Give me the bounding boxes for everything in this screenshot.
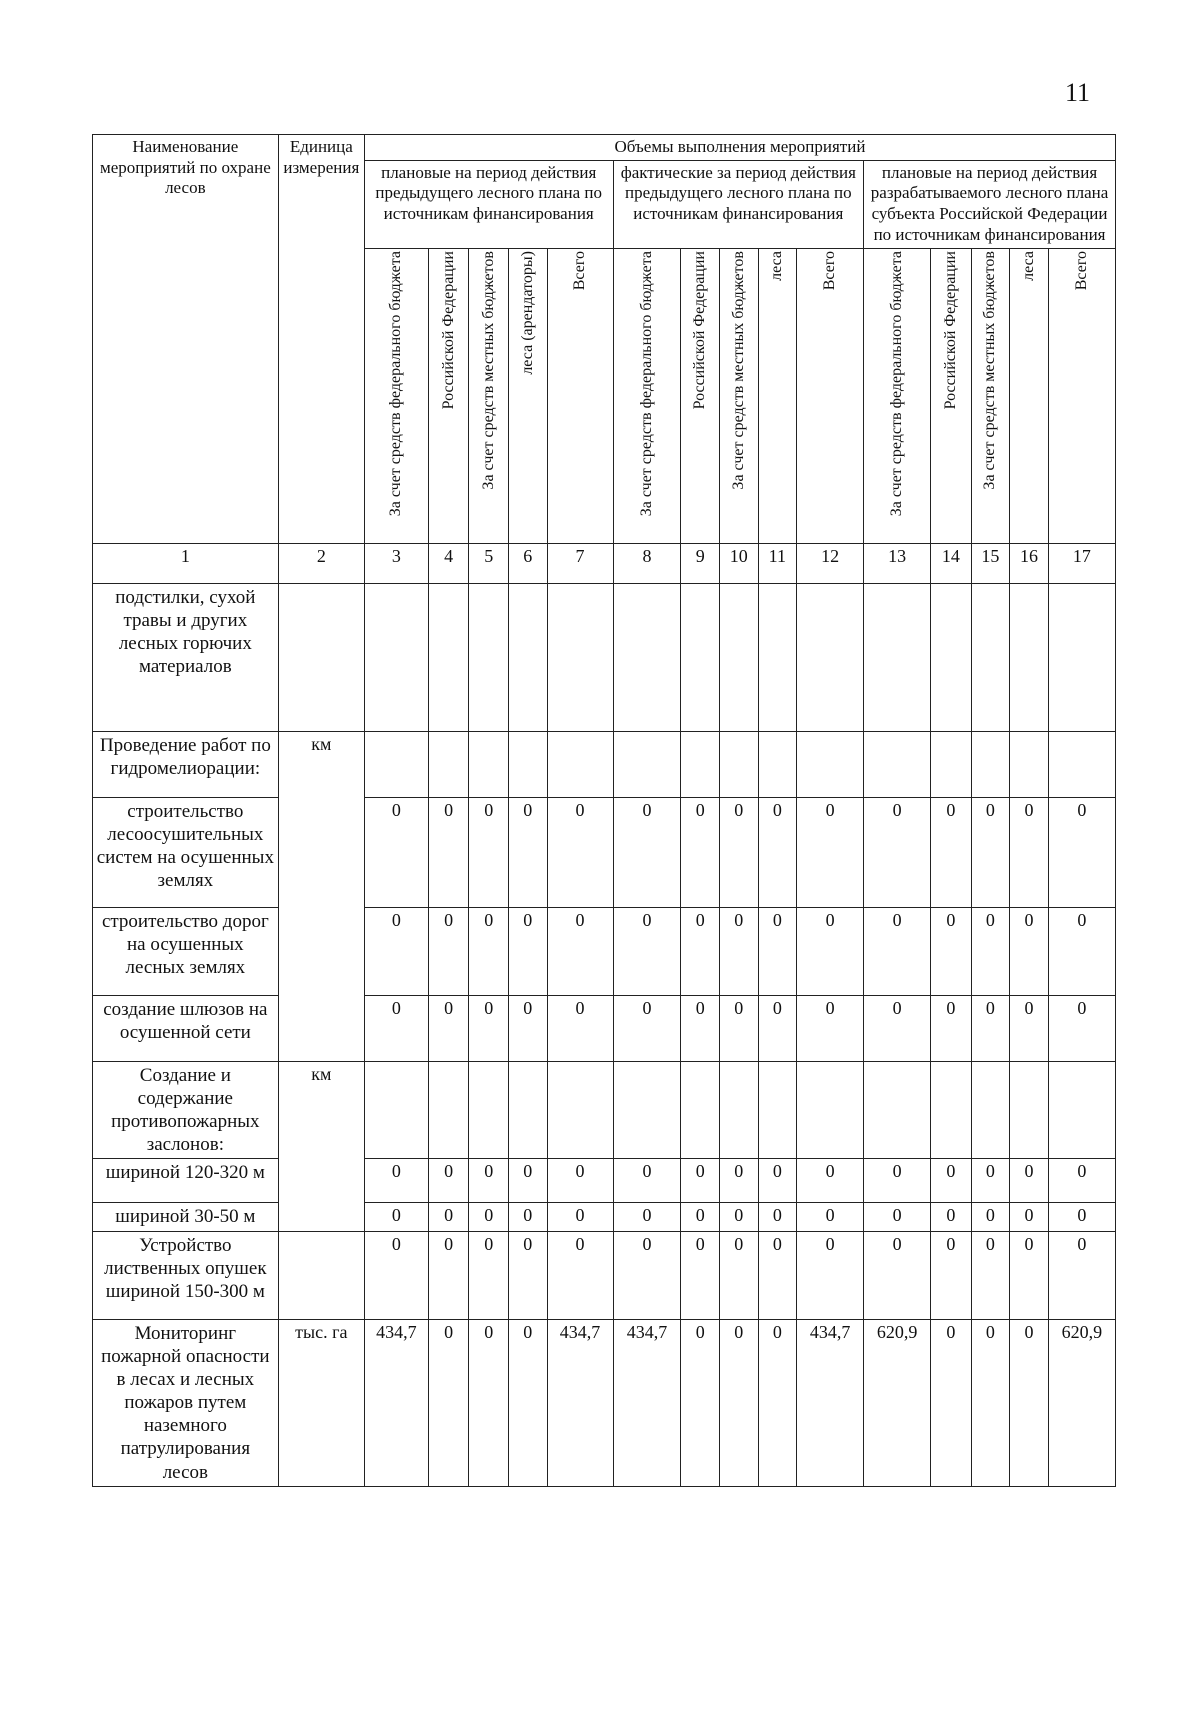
value-cell: 0 (613, 1159, 681, 1203)
value-cell: 0 (720, 1231, 759, 1319)
value-cell: 434,7 (797, 1319, 864, 1486)
value-cell: 0 (971, 1231, 1010, 1319)
value-cell: 0 (1010, 797, 1049, 907)
value-cell: 0 (758, 1319, 797, 1486)
value-cell: 0 (547, 797, 613, 907)
col-number: 13 (864, 543, 931, 583)
value-cell: 0 (547, 907, 613, 995)
value-cell: 0 (469, 1319, 509, 1486)
value-cell: 0 (469, 1159, 509, 1203)
value-cell: 0 (469, 1231, 509, 1319)
header-planned-new: плановые на период действия разрабатываемого лесного плана субъекта Российской Федерации по источникам финансирования (864, 160, 1116, 248)
sub-federal: За счет средств федерального бюджета (864, 248, 931, 543)
value-cell: 0 (1048, 797, 1115, 907)
value-cell: 0 (469, 1203, 509, 1231)
col-number: 17 (1048, 543, 1115, 583)
value-cell: 0 (864, 1159, 931, 1203)
column-number-row (93, 543, 1116, 583)
header-planned-prev: плановые на период действия предыдущего лесного плана по источникам финансирования (364, 160, 613, 248)
table-row (93, 995, 1116, 1061)
value-cell: 620,9 (864, 1319, 931, 1486)
value-cell: 0 (971, 1319, 1010, 1486)
value-cell: 0 (547, 995, 613, 1061)
unit-cell: км (278, 731, 364, 1061)
value-cell: 0 (797, 797, 864, 907)
col-number: 5 (469, 543, 509, 583)
row-name: подстилки, сухой травы и других лесных горючих материалов (93, 583, 279, 731)
table-row (93, 907, 1116, 995)
row-name: создание шлюзов на осушенной сети (93, 995, 279, 1061)
sub-federal: За счет средств федерального бюджета (364, 248, 428, 543)
col-number: 11 (758, 543, 797, 583)
value-cell: 0 (1010, 1231, 1049, 1319)
value-cell: 0 (509, 1159, 548, 1203)
value-cell: 0 (681, 1319, 720, 1486)
col-number: 14 (931, 543, 972, 583)
value-cell: 0 (1010, 1203, 1049, 1231)
value-cell: 0 (1010, 907, 1049, 995)
value-cell: 0 (720, 1319, 759, 1486)
sub-lease-tenants: леса (арендаторы) (509, 248, 548, 543)
header-name: Наименование мероприятий по охране лесов (93, 135, 279, 544)
value-cell: 0 (613, 907, 681, 995)
col-number: 9 (681, 543, 720, 583)
row-name: строительство лесоосушительных систем на осушенных землях (93, 797, 279, 907)
value-cell: 0 (469, 797, 509, 907)
sub-regional: Российской Федерации (931, 248, 972, 543)
row-name: Устройство лиственных опушек шириной 150-300 м (93, 1231, 279, 1319)
value-cell: 434,7 (547, 1319, 613, 1486)
sub-regional: Российской Федерации (681, 248, 720, 543)
col-number: 2 (278, 543, 364, 583)
forest-protection-table (92, 134, 1116, 1487)
sub-total: Всего (1048, 248, 1115, 543)
value-cell: 0 (681, 1159, 720, 1203)
value-cell: 0 (428, 1159, 469, 1203)
value-cell: 620,9 (1048, 1319, 1115, 1486)
sub-lease: леса (758, 248, 797, 543)
col-number: 3 (364, 543, 428, 583)
col-number: 8 (613, 543, 681, 583)
value-cell: 0 (1010, 1159, 1049, 1203)
sub-lease: леса (1010, 248, 1049, 543)
value-cell: 0 (931, 1203, 972, 1231)
value-cell: 0 (364, 1203, 428, 1231)
value-cell: 0 (797, 1203, 864, 1231)
row-name: Создание и содержание противопожарных заслонов: (93, 1061, 279, 1159)
row-name: шириной 30-50 м (93, 1203, 279, 1231)
value-cell: 0 (758, 907, 797, 995)
value-cell: 0 (428, 1203, 469, 1231)
value-cell: 0 (509, 1203, 548, 1231)
value-cell: 0 (469, 995, 509, 1061)
row-name: Мониторинг пожарной опасности в лесах и лесных пожаров путем наземного патрулирования лесов (93, 1319, 279, 1486)
value-cell: 0 (509, 1231, 548, 1319)
value-cell: 0 (797, 907, 864, 995)
value-cell: 0 (613, 1203, 681, 1231)
value-cell: 0 (428, 1231, 469, 1319)
col-number: 1 (93, 543, 279, 583)
sub-regional: Российской Федерации (428, 248, 469, 543)
table-row (93, 583, 1116, 731)
value-cell: 0 (720, 995, 759, 1061)
value-cell: 0 (681, 797, 720, 907)
value-cell: 0 (364, 995, 428, 1061)
col-number: 4 (428, 543, 469, 583)
value-cell: 0 (547, 1203, 613, 1231)
value-cell: 0 (681, 907, 720, 995)
value-cell: 0 (681, 1231, 720, 1319)
value-cell: 0 (971, 797, 1010, 907)
value-cell: 0 (1010, 1319, 1049, 1486)
value-cell: 0 (720, 907, 759, 995)
unit-cell: км (278, 1061, 364, 1231)
header-volumes: Объемы выполнения мероприятий (364, 135, 1115, 161)
sub-local: За счет средств местных бюджетов (971, 248, 1010, 543)
value-cell: 0 (971, 1159, 1010, 1203)
col-number: 12 (797, 543, 864, 583)
value-cell: 0 (931, 907, 972, 995)
value-cell: 0 (797, 1231, 864, 1319)
table-row (93, 1231, 1116, 1319)
table-row (93, 1159, 1116, 1203)
value-cell: 0 (971, 907, 1010, 995)
value-cell: 0 (971, 1203, 1010, 1231)
value-cell: 0 (1048, 1231, 1115, 1319)
value-cell: 0 (364, 1159, 428, 1203)
value-cell: 0 (613, 995, 681, 1061)
value-cell: 0 (931, 1231, 972, 1319)
value-cell: 0 (681, 1203, 720, 1231)
value-cell: 0 (720, 797, 759, 907)
sub-federal: За счет средств федерального бюджета (613, 248, 681, 543)
value-cell: 0 (864, 1203, 931, 1231)
col-number: 15 (971, 543, 1010, 583)
sub-total: Всего (797, 248, 864, 543)
value-cell: 0 (547, 1231, 613, 1319)
value-cell: 0 (797, 1159, 864, 1203)
value-cell: 0 (720, 1159, 759, 1203)
value-cell: 0 (931, 1319, 972, 1486)
value-cell: 0 (931, 1159, 972, 1203)
table-row (93, 731, 1116, 797)
value-cell: 0 (931, 995, 972, 1061)
value-cell: 0 (758, 797, 797, 907)
col-number: 6 (509, 543, 548, 583)
value-cell: 0 (469, 907, 509, 995)
value-cell: 0 (509, 995, 548, 1061)
header-actual-prev: фактические за период действия предыдущего лесного плана по источникам финансирования (613, 160, 864, 248)
col-number: 7 (547, 543, 613, 583)
unit-cell: тыс. га (278, 1319, 364, 1486)
value-cell: 0 (364, 797, 428, 907)
sub-total: Всего (547, 248, 613, 543)
value-cell: 0 (931, 797, 972, 907)
value-cell: 0 (1048, 1203, 1115, 1231)
value-cell: 0 (1048, 907, 1115, 995)
value-cell: 0 (758, 1159, 797, 1203)
table-row (93, 1061, 1116, 1159)
value-cell: 0 (428, 995, 469, 1061)
value-cell: 0 (971, 995, 1010, 1061)
value-cell: 434,7 (364, 1319, 428, 1486)
value-cell: 0 (428, 1319, 469, 1486)
table-row (93, 1203, 1116, 1231)
value-cell: 0 (864, 1231, 931, 1319)
value-cell: 0 (864, 995, 931, 1061)
value-cell: 0 (758, 1203, 797, 1231)
header-unit: Единица измерения (278, 135, 364, 544)
value-cell: 0 (364, 907, 428, 995)
value-cell: 0 (720, 1203, 759, 1231)
header-row-1 (93, 135, 1116, 161)
row-name: строительство дорог на осушенных лесных землях (93, 907, 279, 995)
value-cell: 0 (428, 797, 469, 907)
value-cell: 0 (547, 1159, 613, 1203)
col-number: 16 (1010, 543, 1049, 583)
value-cell: 0 (1048, 1159, 1115, 1203)
value-cell: 0 (864, 797, 931, 907)
row-name: шириной 120-320 м (93, 1159, 279, 1203)
value-cell: 0 (1048, 995, 1115, 1061)
value-cell: 0 (509, 797, 548, 907)
value-cell: 0 (681, 995, 720, 1061)
value-cell: 0 (364, 1231, 428, 1319)
value-cell: 0 (797, 995, 864, 1061)
value-cell: 0 (1010, 995, 1049, 1061)
col-number: 10 (720, 543, 759, 583)
value-cell: 0 (509, 907, 548, 995)
value-cell: 0 (613, 1231, 681, 1319)
value-cell: 0 (758, 995, 797, 1061)
sub-local: За счет средств местных бюджетов (469, 248, 509, 543)
table-row (93, 797, 1116, 907)
value-cell: 0 (864, 907, 931, 995)
value-cell: 434,7 (613, 1319, 681, 1486)
table-row (93, 1319, 1116, 1486)
page-number: 11 (1065, 78, 1091, 107)
value-cell: 0 (613, 797, 681, 907)
value-cell: 0 (509, 1319, 548, 1486)
sub-local: За счет средств местных бюджетов (720, 248, 759, 543)
value-cell: 0 (428, 907, 469, 995)
value-cell: 0 (758, 1231, 797, 1319)
row-name: Проведение работ по гидромелиорации: (93, 731, 279, 797)
